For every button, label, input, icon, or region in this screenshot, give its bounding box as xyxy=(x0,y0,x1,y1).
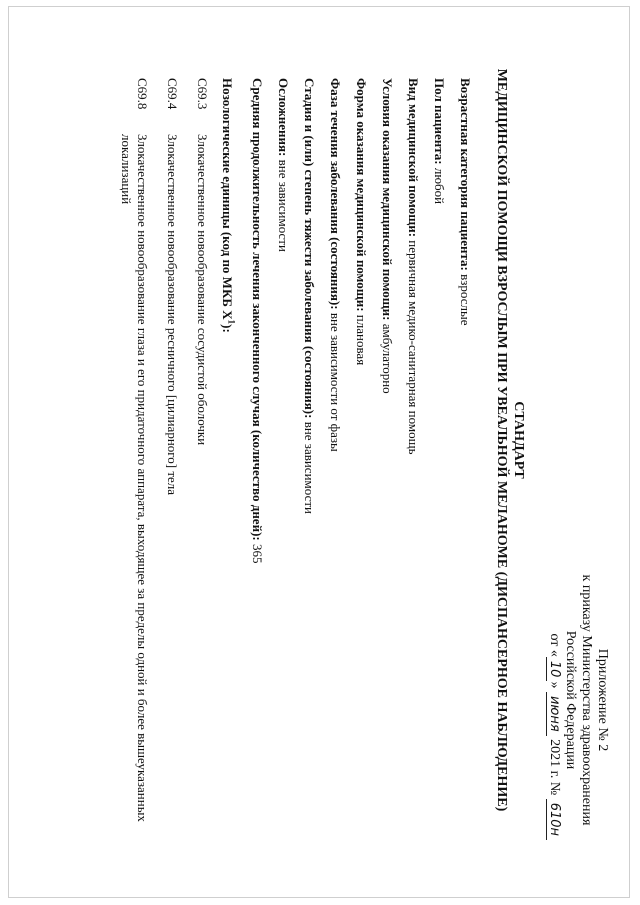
handwritten-day: 10 xyxy=(546,657,562,682)
table-row xyxy=(164,78,180,850)
appendix-header xyxy=(546,560,610,840)
field-care-form: Форма оказания медицинской помощи: плановая xyxy=(354,78,369,366)
title-subject: МЕДИЦИНСКОЙ ПОМОЩИ ВЗРОСЛЫМ ПРИ УВЕАЛЬНОЙ МЕЛАНОМЕ (ДИСПАНСЕРНОЕ НАБЛЮДЕНИЕ) xyxy=(494,68,509,812)
handwritten-month: июня xyxy=(546,692,562,736)
icd-description: Злокачественное новообразование ресничного [цилиарного] тела xyxy=(164,134,180,496)
field-disease-phase: Фаза течения заболевания (состояния): вне зависимости от фазы xyxy=(328,78,343,452)
icd-code: C69.8 xyxy=(134,78,150,110)
order-date-line: от «10» июня 2021 г. № 610н xyxy=(546,560,562,840)
document-title xyxy=(493,20,527,860)
table-row xyxy=(118,78,150,850)
icd-description: Злокачественное новообразование глаза и его придаточного аппарата, выходящее за пределы одной и более вышеуказанных локализаций xyxy=(118,134,150,822)
field-sex: Пол пациента: любой xyxy=(432,78,447,205)
field-disease-stage: Стадия и (или) степень тяжести заболевания (состояния): вне зависимости xyxy=(302,78,317,514)
nosology-table xyxy=(118,78,210,850)
order-authority: Российской Федерации xyxy=(563,630,578,770)
icd-code: C69.3 xyxy=(194,78,210,110)
field-complications: Осложнения: вне зависимости xyxy=(276,78,291,252)
table-row xyxy=(194,78,210,850)
handwritten-order-number: 610н xyxy=(546,799,562,840)
title-standard: СТАНДАРТ xyxy=(511,401,526,479)
field-duration: Средняя продолжительность лечения законченного случая (количество дней): 365 xyxy=(250,78,265,564)
appendix-number: Приложение № 2 xyxy=(595,648,610,752)
nosology-heading: Нозологические единицы (код по МКБ $X^1$): xyxy=(219,78,236,333)
order-reference: к приказу Министерства здравоохранения xyxy=(579,574,594,826)
field-care-conditions: Условия оказания медицинской помощи: амбулаторно xyxy=(380,78,395,394)
icd-description: Злокачественное новообразование сосудистой оболочки xyxy=(194,134,210,446)
standard-fields xyxy=(118,78,478,850)
field-age: Возрастная категория пациента: взрослые xyxy=(458,78,473,326)
icd-code: C69.4 xyxy=(164,78,180,110)
field-care-type: Вид медицинской помощи: первичная медико-санитарная помощь xyxy=(406,78,421,455)
document-page xyxy=(118,20,620,860)
